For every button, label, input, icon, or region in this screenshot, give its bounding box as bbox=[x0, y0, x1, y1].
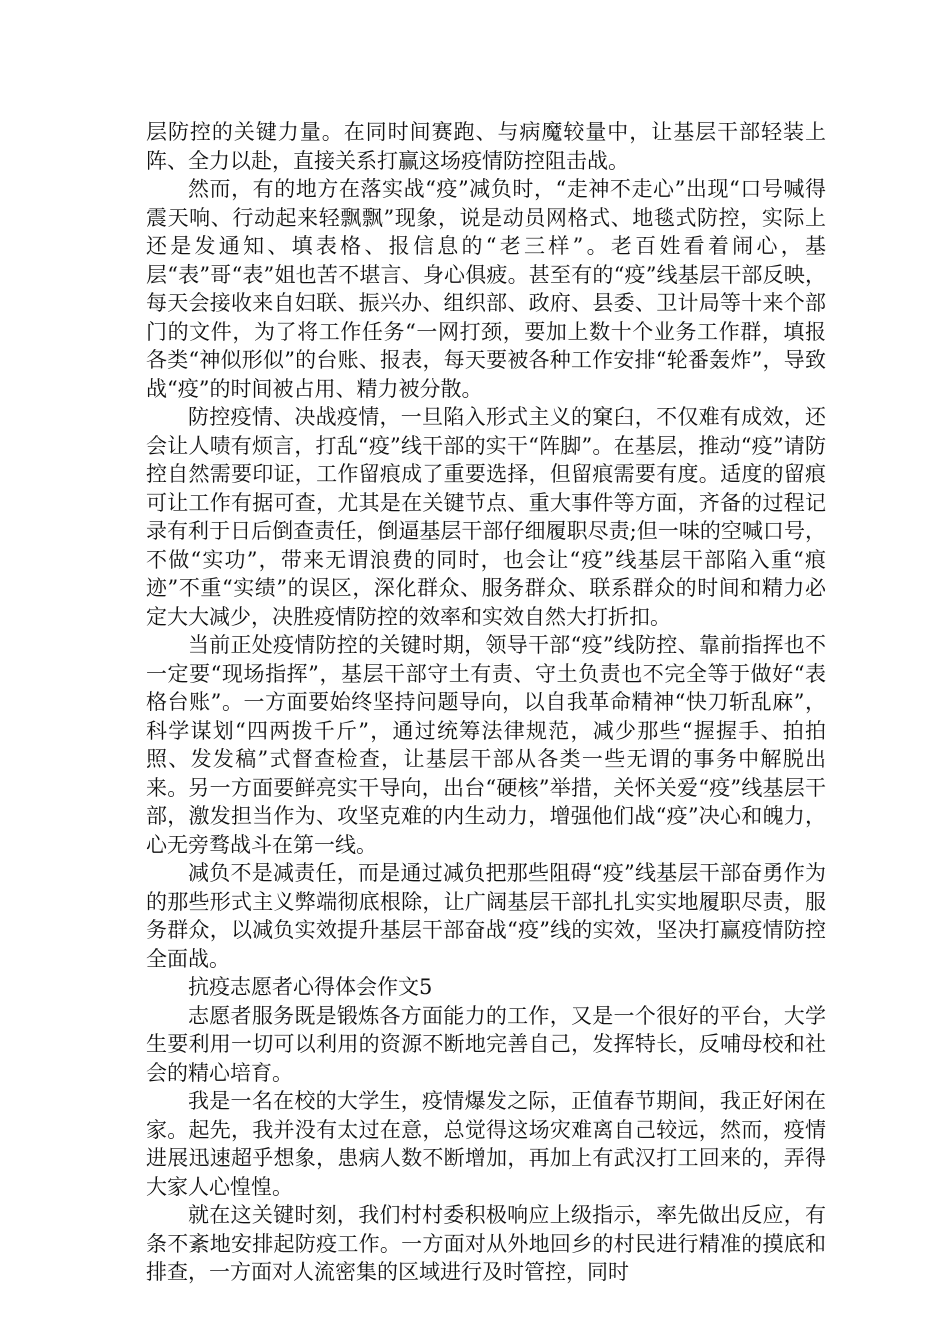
paragraph-2: 然而，有的地方在落实战“疫”减负时，“走神不走心”出现“口号喊得震天响、行动起来轻飘飘”现象，说是动员网格式、地毯式防控，实际上还是发通知、填表格、报信息的“老三样”。老百姓看着闹心，基层“表”哥“表”姐也苦不堪言、身心俱疲。甚至有的“疫”线基层干部反映，每天会接收来自妇联、振兴办、组织部、政府、县委、卫计局等十来个部门的文件，为了将工作任务“一网打颈，要加上数十个业务工作群，填报各类“神似形似”的台账、报表，每天要被各种工作安排“轮番轰炸”，导致战“疫”的时间被占用、精力被分散。 bbox=[146, 177, 826, 401]
paragraph-1: 层防控的关键力量。在同时间赛跑、与病魔较量中，让基层干部轻装上阵、全力以赴，直接关系打赢这场疫情防控阻击战。 bbox=[146, 120, 826, 173]
paragraph-4: 当前正处疫情防控的关键时期，领导干部“疫”线防控、靠前指挥也不一定要“现场指挥”，基层干部守土有责、守土负责也不完全等于做好“表格台账”。一方面要始终坚持问题导向，以自我革命精神“快刀斩乱麻”，科学谋划“四两拨千斤”，通过统筹法律规范，减少那些“握握手、拍拍照、发发稿”式督查检查，让基层干部从各类一些无谓的事务中解脱出来。另一方面要鲜亮实干导向，出台“硬核”举措，关怀关爱“疫”线基层干部，激发担当作为、攻坚克难的内生动力，增强他们战“疫”决心和魄力，心无旁骛战斗在第一线。 bbox=[146, 633, 826, 857]
paragraph-6: 志愿者服务既是锻炼各方面能力的工作，又是一个很好的平台，大学生要利用一切可以利用的资源不断地完善自己，发挥特长，反哺母校和社会的精心培育。 bbox=[146, 1003, 826, 1085]
paragraph-7: 我是一名在校的大学生，疫情爆发之际，正值春节期间，我正好闲在家。起先，我并没有太过在意，总觉得这场灾难离自己较远，然而，疫情进展迅速超乎想象，患病人数不断增加，再加上有武汉打工回来的，弄得大家人心惶惶。 bbox=[146, 1089, 826, 1199]
document-body bbox=[146, 118, 826, 1287]
paragraph-5: 减负不是减责任，而是通过减负把那些阻碍“疫”线基层干部奋勇作为的那些形式主义弊端彻底根除，让广阔基层干部扎扎实实地履职尽责，服务群众，以减负实效提升基层干部奋战“疫”线的实效，坚决打赢疫情防控全面战。 bbox=[146, 861, 826, 971]
paragraph-8: 就在这关键时刻，我们村村委积极响应上级指示，率先做出反应，有条不紊地安排起防疫工作。一方面对从外地回乡的村民进行精准的摸底和排查，一方面对人流密集的区域进行及时管控，同时 bbox=[146, 1203, 826, 1284]
section-heading: 抗疫志愿者心得体会作文5 bbox=[188, 975, 433, 999]
paragraph-3: 防控疫情、决战疫情，一旦陷入形式主义的窠臼，不仅难有成效，还会让人啧有烦言，打乱“疫”线干部的实干“阵脚”。在基层，推动“疫”请防控自然需要印证，工作留痕成了重要选择，但留痕需要有度。适度的留痕可让工作有据可查，尤其是在关键节点、重大事件等方面，齐备的过程记录有利于日后倒查责任，倒逼基层干部仔细履职尽责;但一味的空喊口号，不做“实功”，带来无谓浪费的同时，也会让“疫”线基层干部陷入重“痕迹”不重“实绩”的误区，深化群众、服务群众、联系群众的时间和精力必定大大减少，决胜疫情防控的效率和实效自然大打折扣。 bbox=[146, 405, 826, 629]
